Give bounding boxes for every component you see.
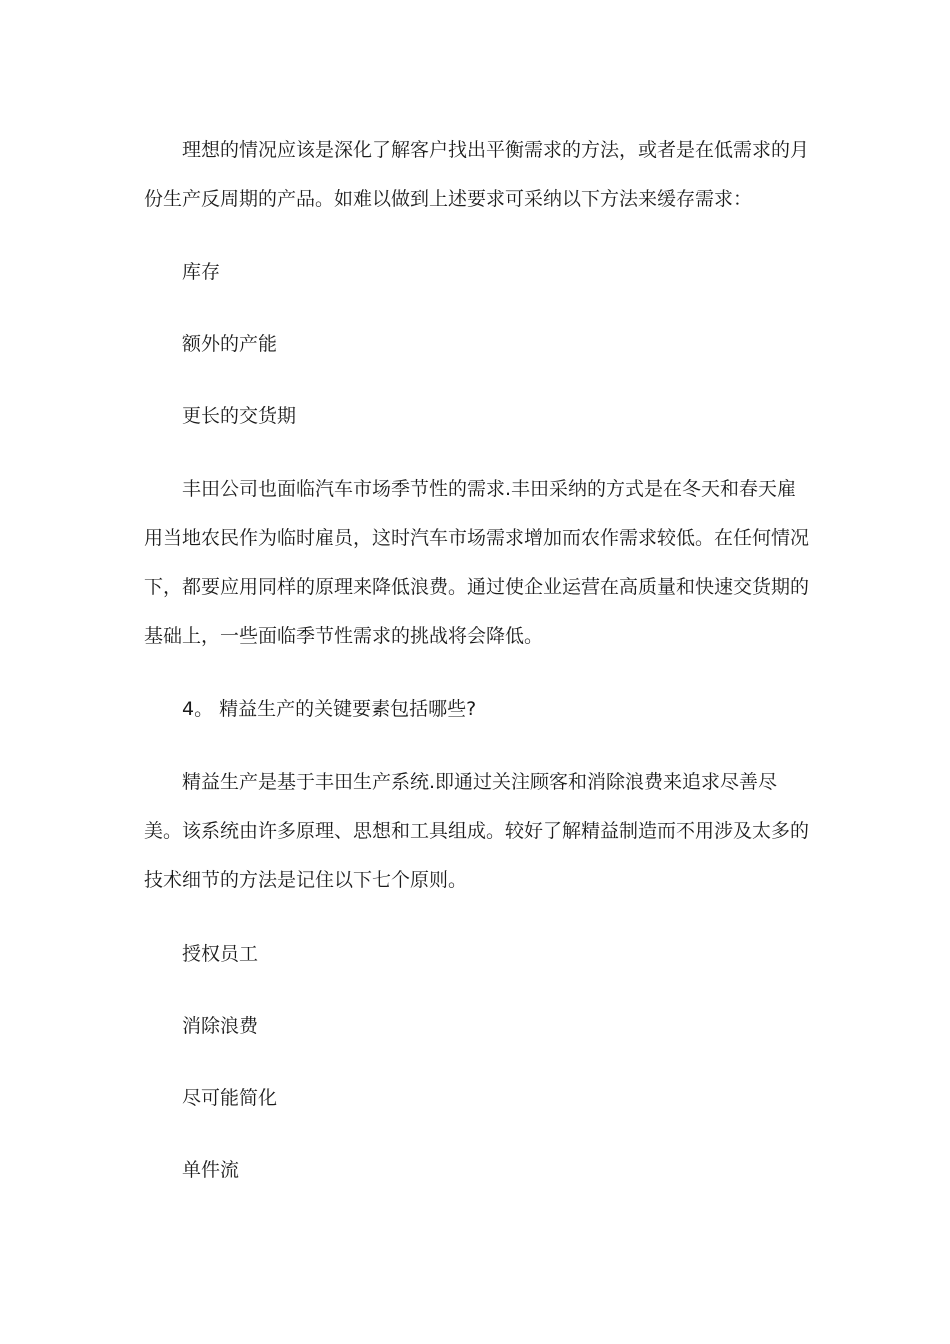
section-question: 4。 精益生产的关键要素包括哪些?	[182, 698, 477, 720]
paragraph-lean-production: 精益生产是基于丰田生产系统.即通过关注顾客和消除浪费来追求尽善尽美。该系统由许多原理、思想和工具组成。较好了解精益制造而不用涉及太多的技术细节的方法是记住以下七个原则。	[144, 771, 810, 891]
list-item-extra-capacity: 额外的产能	[182, 333, 278, 355]
list-item-longer-lead-time: 更长的交货期	[182, 405, 297, 427]
list-item-single-piece-flow: 单件流	[182, 1159, 240, 1181]
list-item-empower-employees: 授权员工	[182, 943, 259, 965]
list-item-inventory: 库存	[182, 261, 221, 283]
paragraph-demand-balancing: 理想的情况应该是深化了解客户找出平衡需求的方法，或者是在低需求的月份生产反周期的产品。如难以做到上述要求可采纳以下方法来缓存需求：	[144, 139, 810, 210]
list-item-simplify: 尽可能简化	[182, 1087, 278, 1109]
paragraph-toyota-seasonal: 丰田公司也面临汽车市场季节性的需求.丰田采纳的方式是在冬天和春天雇用当地农民作为临时雇员，这时汽车市场需求增加而农作需求较低。在任何情况下，都要应用同样的原理来降低浪费。通过使企业运营在高质量和快速交货期的基础上，一些面临季节性需求的挑战将会降低。	[144, 478, 810, 647]
list-item-eliminate-waste: 消除浪费	[182, 1015, 259, 1037]
